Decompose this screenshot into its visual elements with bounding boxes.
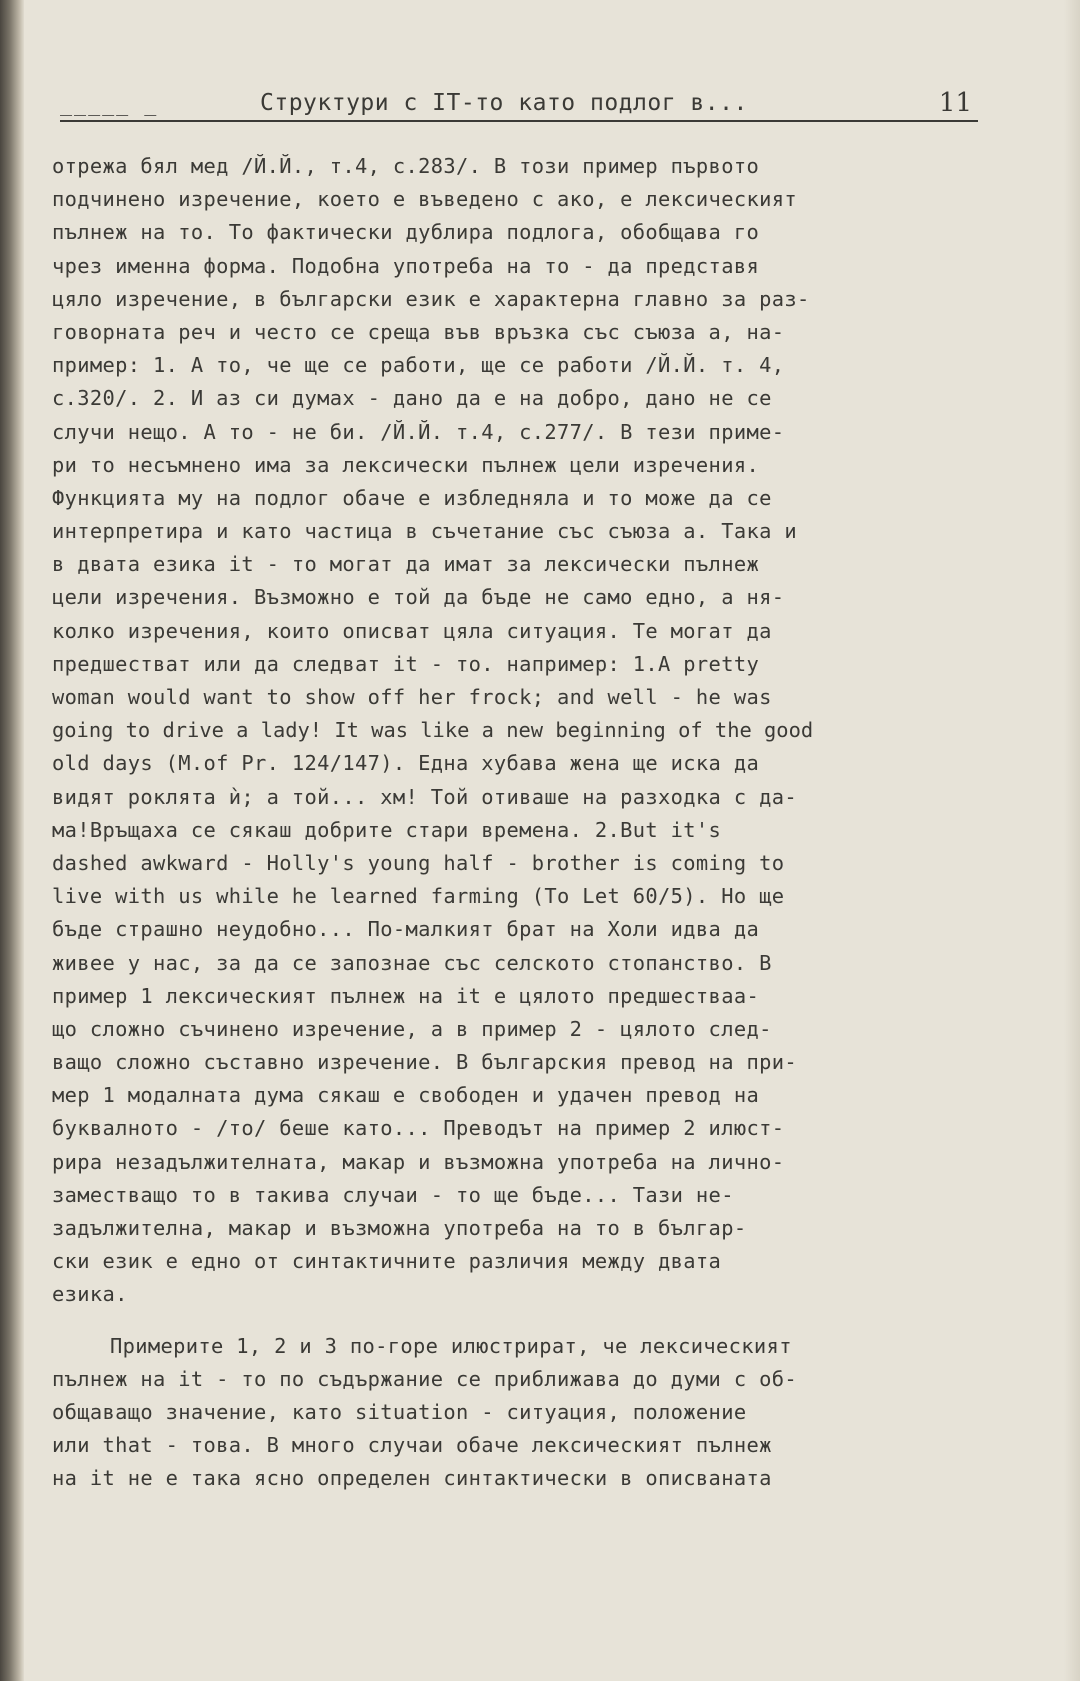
text-line: предшестват или да следват it - то. например: 1.A pretty xyxy=(52,651,760,676)
text-line: рира незадължителната, макар и възможна употреба на лично- xyxy=(52,1149,785,1174)
text-line: езика. xyxy=(52,1282,128,1307)
text-line: буквалното - /то/ беше като... Преводът на пример 2 илюст- xyxy=(52,1116,785,1141)
text-line: Функцията му на подлог обаче е избледняла и то може да се xyxy=(52,485,772,510)
page-edge xyxy=(1064,0,1080,1681)
text-line: live with us while he learned farming (To Let 60/5). Но ще xyxy=(52,884,785,909)
text-line: ри то несъмнено има за лексически пълнеж цели изречения. xyxy=(52,452,760,477)
text-line: пълнеж на it - то по съдържание се приближава до думи с об- xyxy=(52,1366,797,1391)
text-line: пример 1 лексическият пълнеж на it е цялото предшестваа- xyxy=(52,983,760,1008)
text-line: колко изречения, които описват цяла ситуация. Те могат да xyxy=(52,618,772,643)
text-line: в двата езика it - то могат да имат за лексически пълнеж xyxy=(52,552,760,577)
text-line: видят роклята ѝ; а той... хм! Той отиваше на разходка с да- xyxy=(52,784,797,809)
text-line: цяло изречение, в български език е характерна главно за раз- xyxy=(52,286,810,311)
text-line: заместващо то в такива случаи - то ще бъде... Тази не- xyxy=(52,1182,734,1207)
text-line: общаващо значение, като situation - ситуация, положение xyxy=(52,1399,747,1424)
text-line: пример: 1. А то, че ще се работи, ще се работи /Й.Й. т. 4, xyxy=(52,353,785,378)
text-line: говорната реч и често се среща във връзка със съюза а, на- xyxy=(52,319,785,344)
page-number: 11 xyxy=(938,88,972,118)
text-line: бъде страшно неудобно... По-малкият брат на Холи идва да xyxy=(52,917,760,942)
text-line: dashed awkward - Holly's young half - brother is coming to xyxy=(52,850,785,875)
book-spine xyxy=(0,0,24,1681)
text-line: going to drive a lady! It was like a new beginning of the good xyxy=(52,718,814,743)
text-line: що сложно съчинено изречение, а в пример 2 - цялото след- xyxy=(52,1016,772,1041)
text-line: живее у нас, за да се запознае със селското стопанство. В xyxy=(52,950,772,975)
page-header xyxy=(60,80,978,122)
text-line: случи нещо. А то - не би. /Й.Й. т.4, с.277/. В тези приме- xyxy=(52,419,785,444)
text-line: мер 1 модалната дума сякаш е свободен и удачен превод на xyxy=(52,1083,760,1108)
text-line: или that - това. В много случаи обаче лексическият пълнеж xyxy=(52,1433,772,1458)
text-line: цели изречения. Възможно е той да бъде не само едно, а ня- xyxy=(52,585,785,610)
text-line: чрез именна форма. Подобна употреба на то - да представя xyxy=(52,253,760,278)
text-line: отрежа бял мед /Й.Й., т.4, с.283/. В този пример първото xyxy=(52,154,760,178)
text-line: ма!Връщаха се сякаш добрите стари времена. 2.But it's xyxy=(52,817,722,842)
body-text xyxy=(52,150,970,1496)
paragraph-gap xyxy=(52,1312,970,1330)
text-line: ващо сложно съставно изречение. В българския превод на при- xyxy=(52,1050,797,1075)
text-line: интерпретира и като частица в съчетание със съюза а. Така и xyxy=(52,519,797,544)
text-line: задължителна, макар и възможна употреба на то в българ- xyxy=(52,1216,747,1240)
text-line: ски език е едно от синтактичните различия между двата xyxy=(52,1249,722,1274)
text-line: old days (M.of Pr. 124/147). Една хубава жена ще иска да xyxy=(52,751,760,776)
text-line: на it не е така ясно определен синтактически в описваната xyxy=(52,1466,772,1491)
text-line: Примерите 1, 2 и 3 по-горе илюстрират, че лексическият xyxy=(110,1333,792,1358)
text-line: пълнеж на то. То фактически дублира подлога, обобщава го xyxy=(52,220,760,245)
text-line: woman would want to show off her frock; and well - he was xyxy=(52,685,772,709)
text-line: с.320/. 2. И аз си думах - дано да е на добро, дано не се xyxy=(52,386,772,411)
text-line: подчинено изречение, което е въведено с ако, е лексическият xyxy=(52,187,797,212)
header-dashes: _____ _ xyxy=(60,92,159,116)
running-head: Структури с IT-то като подлог в... xyxy=(260,90,748,116)
